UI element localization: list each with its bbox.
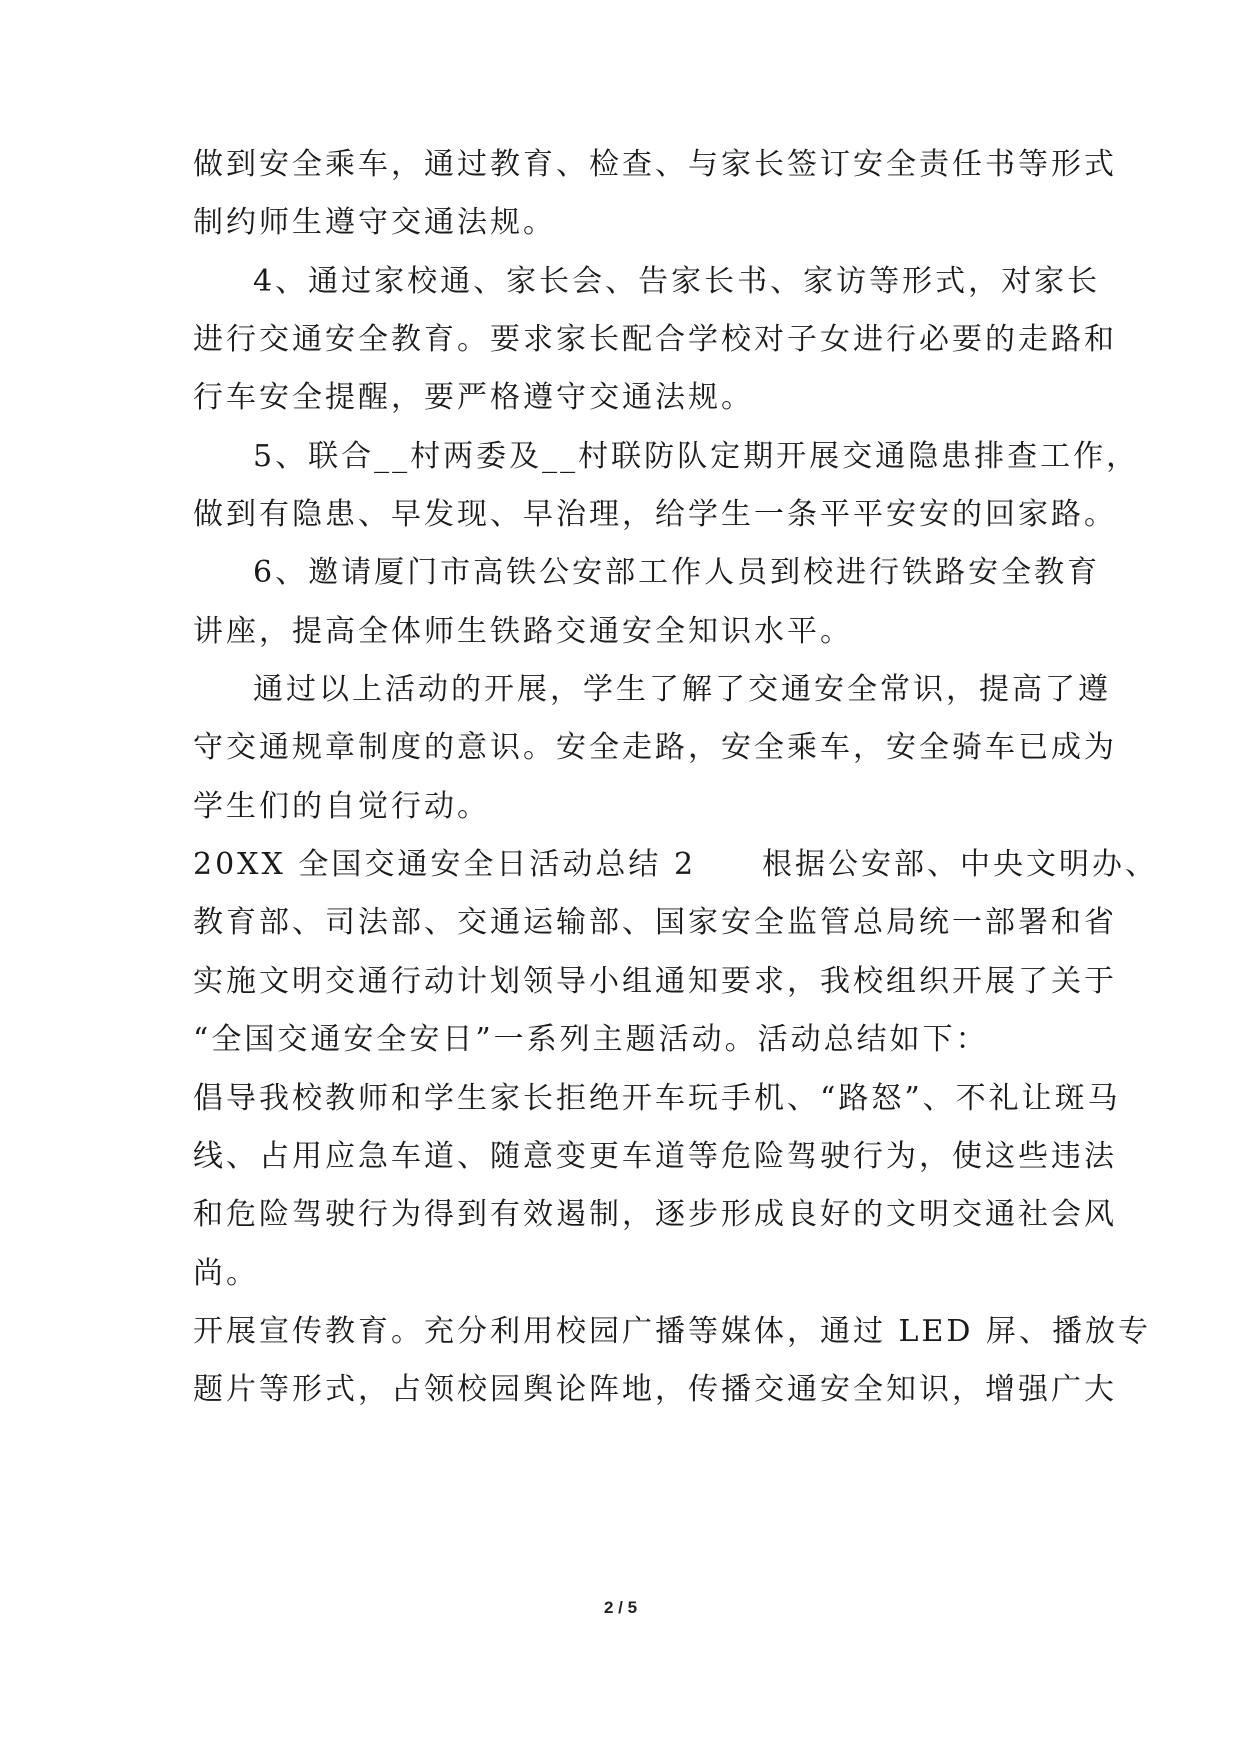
text-line: 教育部、司法部、交通运输部、国家安全监管总局统一部署和省 [193, 905, 1117, 940]
text-line: 开展宣传教育。充分利用校园广播等媒体，通过 LED 屏、播放专 [193, 1314, 1151, 1349]
text-line: 尚。 [193, 1256, 259, 1291]
text-line: 6、邀请厦门市高铁公安部工作人员到校进行铁路安全教育 [253, 555, 1101, 590]
page-number: 2 / 5 [603, 1598, 638, 1617]
text-line: 学生们的自觉行动。 [193, 789, 490, 824]
text-line: 做到有隐患、早发现、早治理，给学生一条平平安安的回家路。 [193, 497, 1117, 532]
text-line: 题片等形式，占领校园舆论阵地，传播交通安全知识，增强广大 [193, 1372, 1117, 1407]
text-line: 线、占用应急车道、随意变更车道等危险驾驶行为，使这些违法 [193, 1139, 1117, 1174]
text-line: 行车安全提醒，要严格遵守交通法规。 [193, 380, 754, 415]
text-line: 5、联合__村两委及__村联防队定期开展交通隐患排查工作， [253, 439, 1140, 474]
text-line: 实施文明交通行动计划领导小组通知要求，我校组织开展了关于 [193, 964, 1117, 999]
text-line: “全国交通安全安日”一系列主题活动。活动总结如下： [193, 1022, 989, 1057]
text-line: 守交通规章制度的意识。安全走路，安全乘车，安全骑车已成为 [193, 730, 1117, 765]
text-line: 做到安全乘车，通过教育、检查、与家长签订安全责任书等形式 [193, 147, 1117, 182]
text-line: 和危险驾驶行为得到有效遏制，逐步形成良好的文明交通社会风 [193, 1197, 1117, 1232]
text-line: 通过以上活动的开展，学生了解了交通安全常识，提高了遵 [253, 672, 1111, 707]
text-line: 4、通过家校通、家长会、告家长书、家访等形式，对家长 [253, 264, 1101, 299]
text-line: 讲座，提高全体师生铁路交通安全知识水平。 [193, 614, 853, 649]
text-line: 倡导我校教师和学生家长拒绝开车玩手机、“路怒”、不礼让斑马 [193, 1081, 1121, 1116]
section-heading-line: 20XX 全国交通安全日活动总结 2 根据公安部、中央文明办、 [193, 847, 1159, 882]
text-line: 进行交通安全教育。要求家长配合学校对子女进行必要的走路和 [193, 322, 1117, 357]
text-line: 制约师生遵守交通法规。 [193, 205, 556, 240]
